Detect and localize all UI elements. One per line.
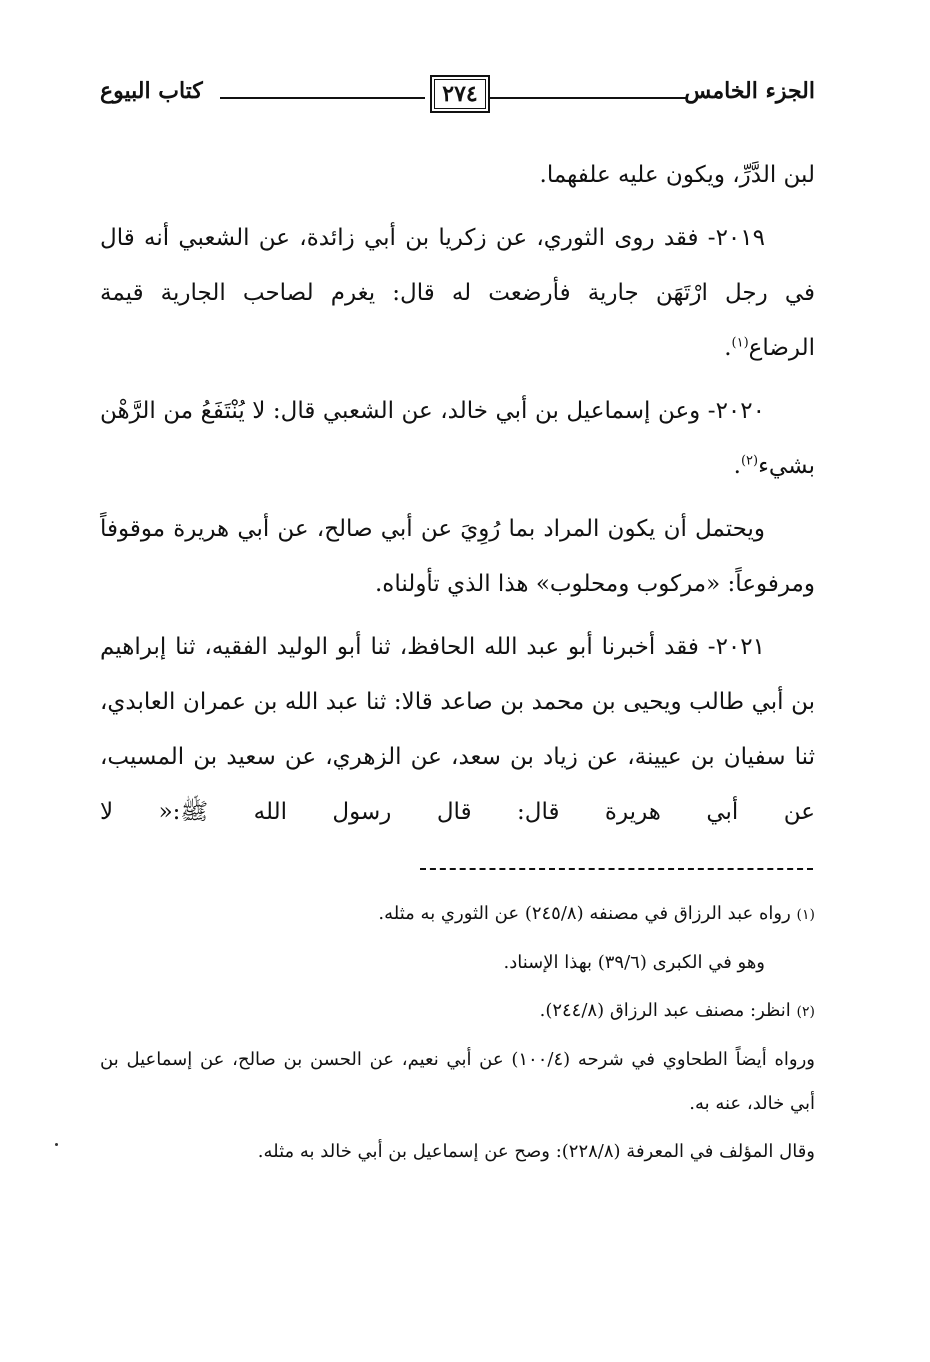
paragraph-2021: ٢٠٢١- فقد أخبرنا أبو عبد الله الحافظ، ثنا أبو الوليد الفقيه، ثنا إبراهيم بن أبي طالب ويحيى بن محمد بن صاعد قالا: ثنا عبد الله بن عمران العابدي، ثنا سفيان بن عيينة، عن زياد بن سعد، عن الزهري، عن سعيد بن المسيب، عن أبي هريرة قال: قال رسول الله ﷺ:« لا <box>100 634 815 825</box>
paragraph-1 <box>100 148 815 203</box>
header-rule-right <box>488 97 687 99</box>
footnotes <box>100 892 815 1178</box>
main-text <box>100 148 815 848</box>
footnote-separator <box>420 868 813 870</box>
footnote-1-sub: وهو في الكبرى (٣٩/٦) بهذا الإسناد. <box>503 952 765 973</box>
page-header <box>100 70 815 120</box>
footnote-ref-1[interactable]: (١) <box>731 335 749 351</box>
paragraph-2020 <box>100 384 815 494</box>
footnote-2-continued: ورواه أيضاً الطحاوي في شرحه (١٠٠/٤) عن أبي نعيم، عن الحسن بن صالح، عن إسماعيل بن أبي خالد، عنه به. <box>100 1049 815 1114</box>
paragraph-2019 <box>100 211 815 376</box>
volume-title: الجزء الخامس <box>684 78 815 104</box>
paragraph-2019-text: ٢٠١٩- فقد روى الثوري، عن زكريا بن أبي زائدة، عن الشعبي أنه قال في رجل ارْتَهَن جارية فأرضعت له قال: يغرم لصاحب الجارية قيمة الرضاع <box>100 225 815 361</box>
page-number-box: ٢٧٤ <box>430 75 490 113</box>
scan-speck <box>55 1143 58 1146</box>
book-title: كتاب البيوع <box>100 78 203 104</box>
footnote-2-text: انظر: مصنف عبد الرزاق (٢٤٤/٨). <box>539 1000 791 1021</box>
paragraph-commentary: ويحتمل أن يكون المراد بما رُوِيَ عن أبي صالح، عن أبي هريرة موقوفاً ومرفوعاً: «مركوب ومحلوب» هذا الذي تأولناه. <box>100 516 815 597</box>
paragraph-2020-end: . <box>733 453 741 479</box>
paragraph-1-text: لبن الدَّرِّ، ويكون عليه علفهما. <box>539 162 815 188</box>
footnote-2-continued-2: وقال المؤلف في المعرفة (٢٢٨/٨): وصح عن إسماعيل بن أبي خالد به مثله. <box>257 1141 815 1162</box>
header-rule-left <box>220 97 425 99</box>
footnote-2-number: (٢) <box>796 1004 815 1020</box>
footnote-1 <box>100 892 815 937</box>
paragraph-2020-text: ٢٠٢٠- وعن إسماعيل بن أبي خالد، عن الشعبي قال: لا يُنْتَفَعُ من الرَّهْن بشيء <box>100 398 815 479</box>
footnote-1-number: (١) <box>796 907 815 923</box>
footnote-ref-2[interactable]: (٢) <box>740 453 759 469</box>
footnote-1-text: رواه عبد الرزاق في مصنفه (٢٤٥/٨) عن الثوري به مثله. <box>378 903 791 924</box>
paragraph-2019-end: . <box>724 335 732 361</box>
footnote-2 <box>100 989 815 1034</box>
